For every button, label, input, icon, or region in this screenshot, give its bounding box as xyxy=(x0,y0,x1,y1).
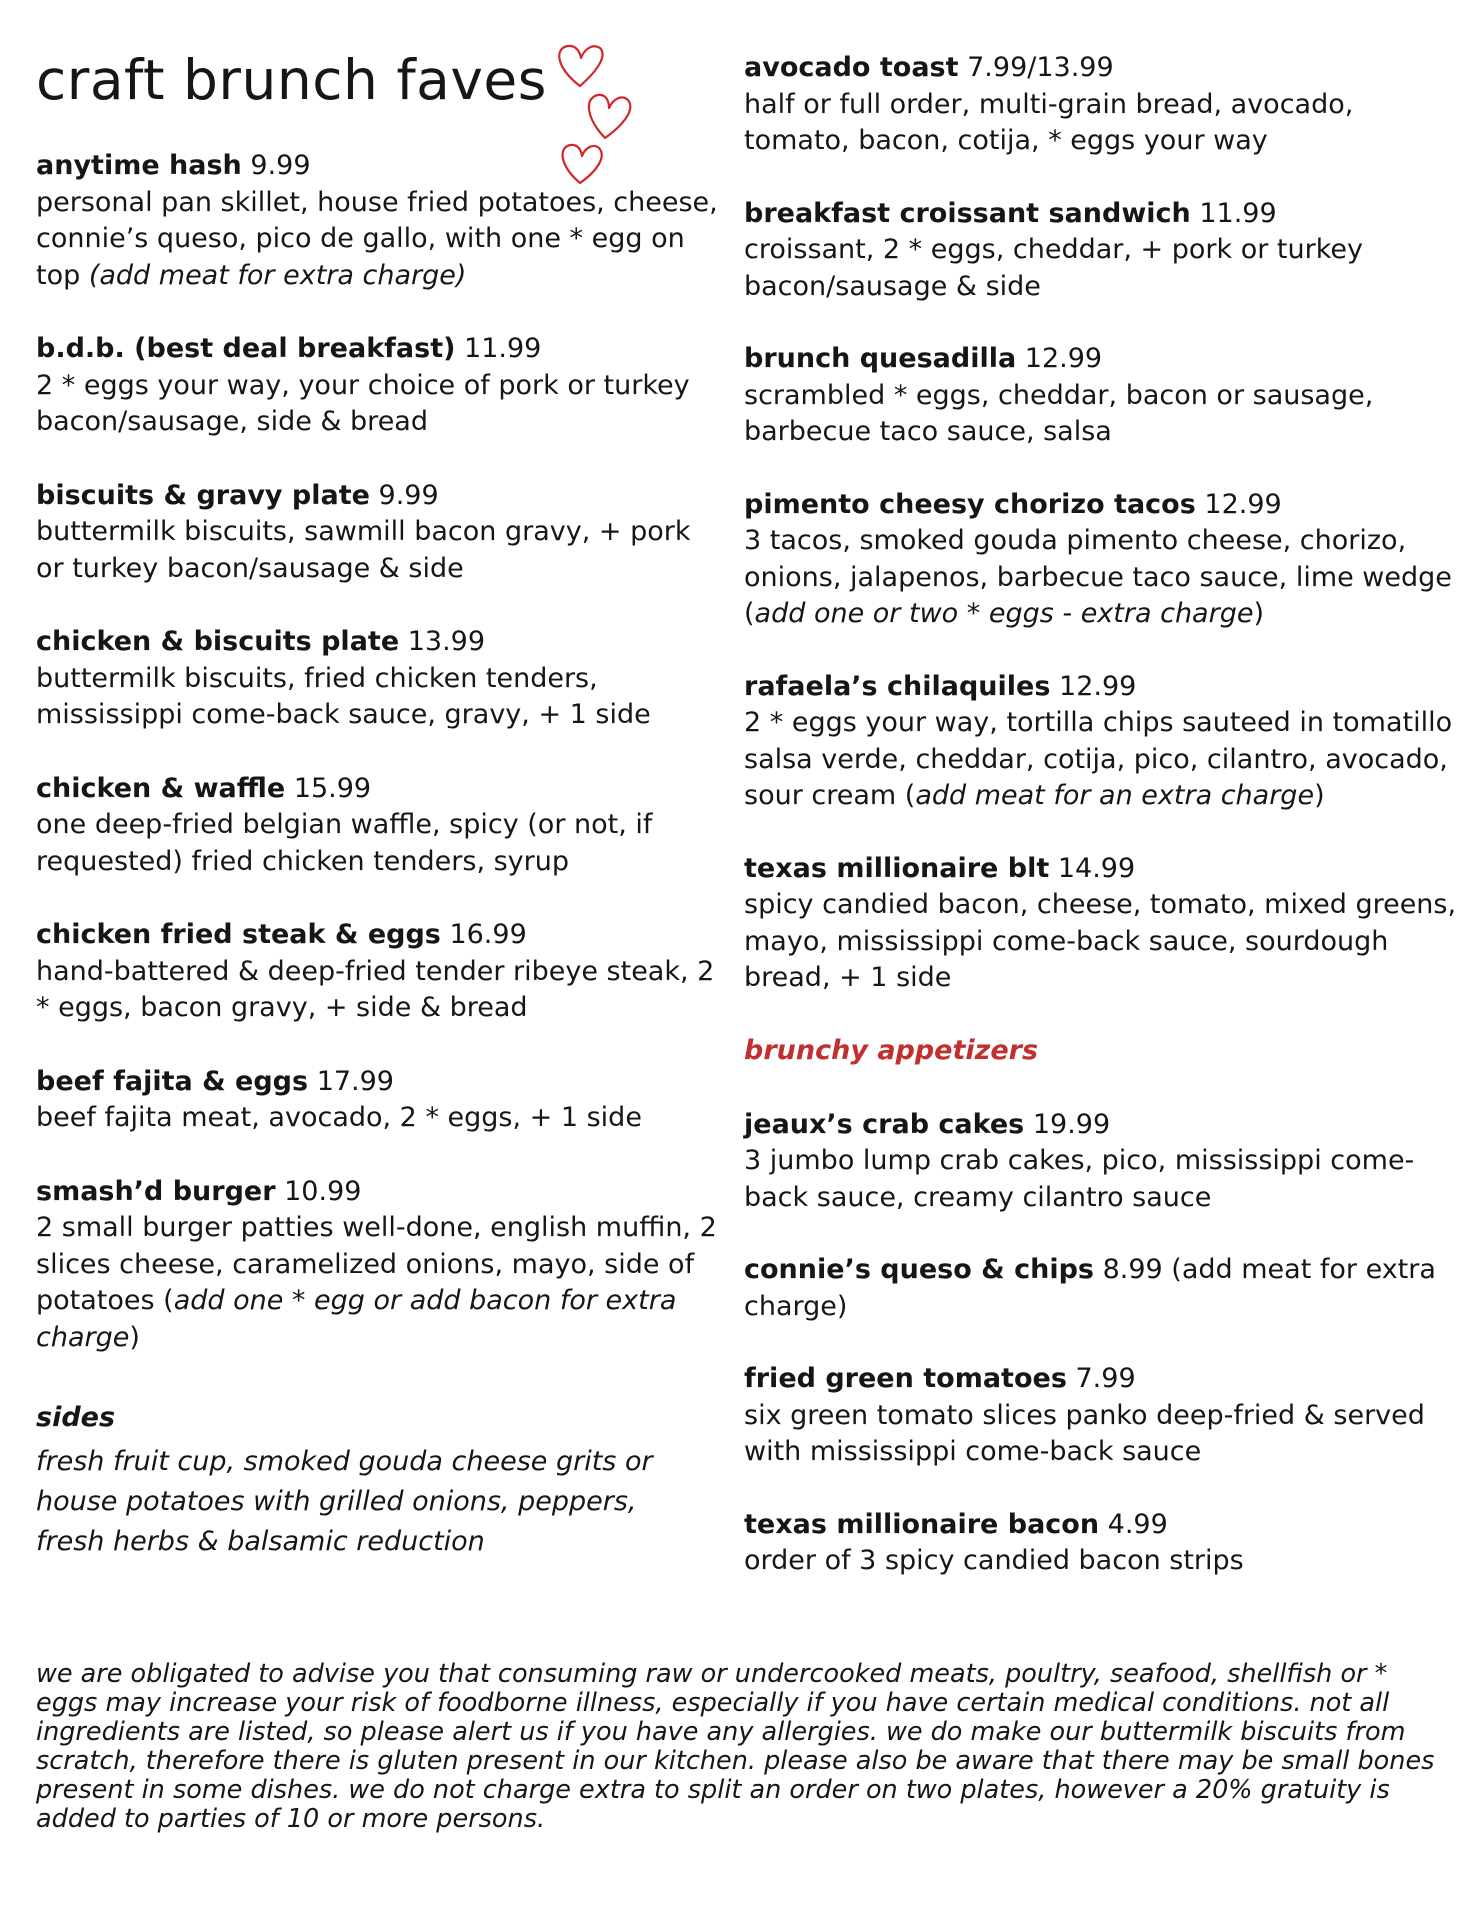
menu-item-fried-green-tomatoes xyxy=(744,1361,1464,1471)
menu-item-avocado-toast xyxy=(744,50,1464,160)
item-name: pimento cheesy chorizo tacos xyxy=(744,488,1196,520)
item-note: add meat for an extra charge xyxy=(915,780,1315,811)
item-price: 7.99 xyxy=(1075,1363,1136,1394)
item-description: buttermilk biscuits, sawmill bacon gravy, + pork or turkey bacon/sausage & side xyxy=(36,516,691,584)
menu-item-pimento-tacos xyxy=(744,487,1464,633)
menu-item-millionaire-bacon xyxy=(744,1507,1464,1580)
item-description: scrambled * eggs, cheddar, bacon or sausage, barbecue taco sauce, salsa xyxy=(744,379,1374,447)
right-column xyxy=(744,50,1464,1616)
menu-item-chicken-fried-steak xyxy=(36,917,726,1027)
item-description: personal pan skillet, house fried potatoes, cheese, connie’s queso, pico de gallo, with one * egg on top xyxy=(36,186,718,291)
item-note: (add meat for extra charge) xyxy=(88,259,467,291)
item-name: b.d.b. (best deal breakfast) xyxy=(36,333,456,364)
item-description: croissant, 2 * eggs, cheddar, + pork or turkey bacon/sausage & side xyxy=(744,234,1363,302)
item-name: anytime hash xyxy=(36,150,242,181)
item-name: smash’d burger xyxy=(36,1175,276,1207)
menu-item-brunch-quesadilla xyxy=(744,341,1464,451)
item-name: chicken & biscuits plate xyxy=(36,626,400,657)
menu-item-chilaquiles xyxy=(744,669,1464,815)
item-description: half or full order, multi-grain bread, avocado, tomato, bacon, cotija, * eggs your way xyxy=(744,88,1354,156)
item-name: jeaux’s crab cakes xyxy=(744,1108,1025,1140)
menu-item-breakfast-croissant xyxy=(744,196,1464,306)
menu-item-chicken-biscuits xyxy=(36,624,726,734)
menu-item-crab-cakes xyxy=(744,1107,1464,1217)
item-price: 19.99 xyxy=(1032,1108,1111,1140)
item-name: beef fajita & eggs xyxy=(36,1065,309,1097)
appetizers-heading: brunchy appetizers xyxy=(744,1034,1039,1066)
item-price: 11.99 xyxy=(1199,197,1277,229)
item-name: connie’s queso & chips xyxy=(744,1254,1094,1285)
food-safety-disclaimer: we are obligated to advise you that consuming raw or undercooked meats, poultry, seafood, shellfish or * eggs may increase your risk of foodborne illness, especially if you have certain medical conditions. not all ingredients are listed, so please alert us if you have any allergies. we do make our buttermilk biscuits from scratch, therefore there is gluten present in our kitchen. please also be aware that there may be small bones present in some dishes. we do not charge extra to split an order on two plates, however a 20% gratuity is added to parties of 10 or more persons. xyxy=(36,1659,1435,1834)
item-price: 16.99 xyxy=(449,919,527,950)
item-note-close: ) xyxy=(1314,780,1325,811)
item-name: chicken & waffle xyxy=(36,772,286,804)
item-price: 4.99 xyxy=(1107,1508,1168,1540)
menu-item-beef-fajita xyxy=(36,1064,726,1137)
item-description: 3 jumbo lump crab cakes, pico, mississippi come-back sauce, creamy cilantro sauce xyxy=(744,1145,1415,1213)
item-name: breakfast croissant sandwich xyxy=(744,197,1191,229)
item-description: beef fajita meat, avocado, 2 * eggs, + 1 side xyxy=(36,1102,642,1133)
menu-item-queso-chips xyxy=(744,1252,1464,1325)
item-price: 13.99 xyxy=(407,626,486,657)
item-description: buttermilk biscuits, fried chicken tenders, mississippi come-back sauce, gravy, + 1 side xyxy=(36,662,651,730)
page-title: craft brunch faves xyxy=(36,48,547,112)
item-price: 15.99 xyxy=(293,772,372,804)
menu-item-chicken-waffle xyxy=(36,771,726,881)
item-price: 7.99/13.99 xyxy=(967,52,1114,83)
item-description: one deep-fried belgian waffle, spicy (or not, if requested) fried chicken tenders, syrup xyxy=(36,809,653,877)
item-price: 12.99 xyxy=(1204,488,1282,520)
item-name: brunch quesadilla xyxy=(744,343,1017,374)
item-price: 9.99 xyxy=(250,150,311,181)
item-description: spicy candied bacon, cheese, tomato, mixed greens, mayo, mississippi come-back sauce, sourdough bread, + 1 side xyxy=(744,889,1457,993)
sides-heading: sides xyxy=(36,1402,116,1433)
left-column xyxy=(36,148,726,1393)
item-description: six green tomato slices panko deep-fried & served with mississippi come-back sauce xyxy=(744,1399,1425,1467)
item-price: 12.99 xyxy=(1059,670,1137,702)
item-description: 2 * eggs your way, your choice of pork or turkey bacon/sausage, side & bread xyxy=(36,369,690,437)
item-name: biscuits & gravy plate xyxy=(36,479,370,511)
item-description: 2 * eggs your way, tortilla chips sauteed in tomatillo salsa verde, cheddar, cotija, pico, cilantro, avocado, sour cream ( xyxy=(744,707,1453,811)
menu-item-anytime-hash xyxy=(36,148,726,294)
item-price: 12.99 xyxy=(1024,343,1103,374)
item-price: 10.99 xyxy=(284,1175,362,1207)
item-price: 9.99 xyxy=(378,479,439,511)
item-note: add one * egg or add bacon for extra charge xyxy=(36,1285,677,1353)
menu-item-millionaire-blt xyxy=(744,851,1464,997)
item-name: chicken fried steak & eggs xyxy=(36,919,441,950)
item-price: 8.99 (add meat for extra charge) xyxy=(744,1254,1436,1322)
item-note: add one or two * eggs - extra charge xyxy=(754,598,1254,629)
item-name: avocado toast xyxy=(744,52,959,83)
item-description: 3 tacos, smoked gouda pimento cheese, chorizo, onions, jalapenos, barbecue taco sauce, lime wedge ( xyxy=(744,525,1452,629)
menu-item-bdb xyxy=(36,331,726,441)
item-name: rafaela’s chilaquiles xyxy=(744,670,1051,702)
item-note-close: ) xyxy=(1253,598,1265,629)
item-name: texas millionaire blt xyxy=(744,852,1050,884)
item-note-close: ) xyxy=(129,1321,140,1353)
sides-text: fresh fruit cup, smoked gouda cheese grits or house potatoes with grilled onions, peppers, fresh herbs & balsamic reduction xyxy=(36,1446,653,1557)
item-price: 17.99 xyxy=(316,1065,394,1097)
item-description: hand-battered & deep-fried tender ribeye steak, 2 * eggs, bacon gravy, + side & bread xyxy=(36,955,715,1023)
menu-item-biscuits-gravy xyxy=(36,478,726,588)
item-name: fried green tomatoes xyxy=(744,1363,1067,1394)
item-description: 2 small burger patties well-done, english muffin, 2 slices cheese, caramelized onions, mayo, side of potatoes ( xyxy=(36,1212,717,1316)
item-name: texas millionaire bacon xyxy=(744,1508,1100,1540)
item-price: 14.99 xyxy=(1057,852,1136,884)
item-price: 11.99 xyxy=(464,333,542,364)
item-description: order of 3 spicy candied bacon strips xyxy=(744,1545,1244,1576)
menu-item-smashd-burger xyxy=(36,1174,726,1357)
